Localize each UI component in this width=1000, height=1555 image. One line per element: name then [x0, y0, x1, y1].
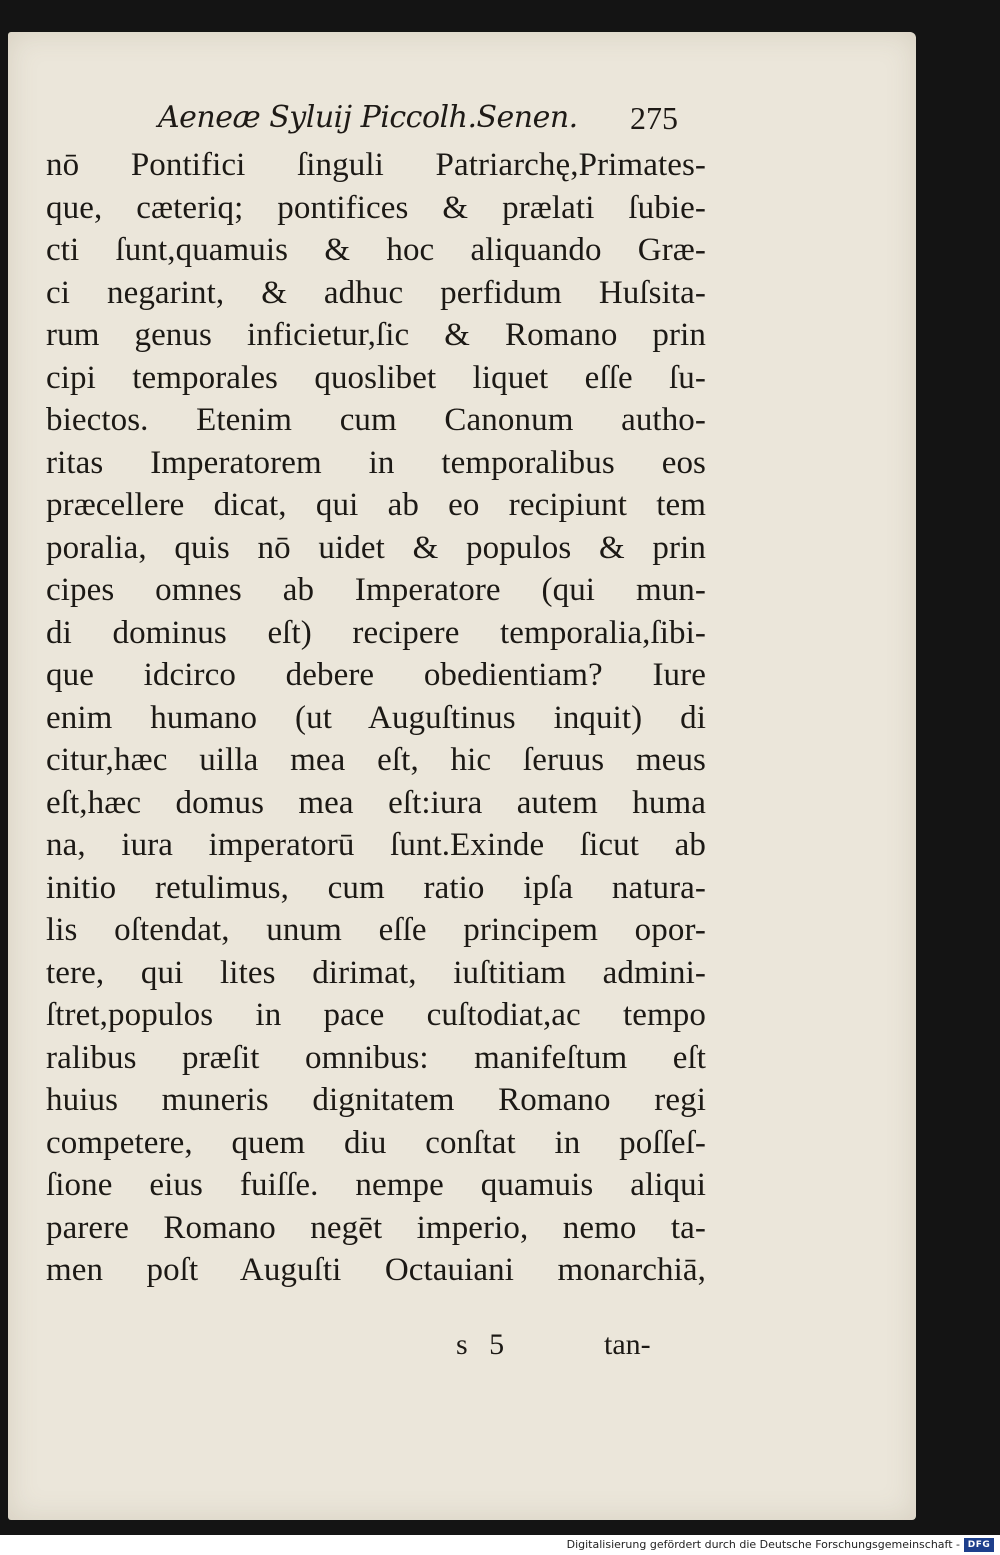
text-line: tere, qui lites dirimat, iuſtitiam admini-	[46, 954, 706, 991]
text-line: parere Romano negēt imperio, nemo ta-	[46, 1209, 706, 1246]
text-line: initio retulimus, cum ratio ipſa natura-	[46, 869, 706, 906]
book-page	[8, 32, 916, 1520]
text-line: ci negarint, & adhuc perfidum Huſsita-	[46, 274, 706, 311]
text-line: biectos. Etenim cum Canonum autho-	[46, 402, 706, 438]
text-line: eſt,hæc domus mea eſt:iura autem huma	[46, 784, 706, 821]
text-line: que idcirco debere obedientiam? Iure	[46, 657, 706, 693]
text-line: lis oſtendat, unum eſſe principem opor-	[46, 912, 706, 948]
dfg-logo: DFG	[964, 1538, 994, 1552]
text-line: competere, quem diu conſtat in poſſeſ-	[46, 1124, 706, 1161]
text-line: cti ſunt,quamuis & hoc aliquando Græ-	[46, 232, 706, 268]
catchword: tan-	[604, 1328, 651, 1361]
text-line: poralia, quis nō uidet & populos & prin	[46, 529, 706, 566]
page-header	[8, 100, 916, 140]
credit-bar	[0, 1535, 1000, 1555]
signature-mark: s 5	[456, 1328, 505, 1361]
text-line: ſtret,populos in pace cuſtodiat,ac tempo	[46, 997, 706, 1033]
text-line: enim humano (ut Auguſtinus inquit) di	[46, 699, 706, 736]
text-line: huius muneris dignitatem Romano regi	[46, 1082, 706, 1118]
text-line: ſione eius fuiſſe. nempe quamuis aliqui	[46, 1167, 706, 1203]
funding-credit: Digitalisierung gefördert durch die Deutsche Forschungsgemeinschaft -	[566, 1538, 960, 1551]
text-line: cipes omnes ab Imperatore (qui mun-	[46, 572, 706, 608]
body-text	[46, 144, 706, 1292]
text-line: cipi temporales quoslibet liquet eſſe ſu-	[46, 359, 706, 396]
text-line: nō Pontifici ſinguli Patriarchę,Primates-	[46, 147, 706, 183]
page-footer	[8, 1328, 916, 1368]
page-number: 275	[630, 100, 678, 136]
text-line: men poſt Auguſti Octauiani monarchiā,	[46, 1252, 706, 1288]
text-line: citur,hæc uilla mea eſt, hic ſeruus meus	[46, 742, 706, 778]
text-line: præcellere dicat, qui ab eo recipiunt tem	[46, 487, 706, 523]
text-line: rum genus inficietur,ſic & Romano prin	[46, 317, 706, 353]
text-line: ralibus præſit omnibus: manifeſtum eſt	[46, 1039, 706, 1076]
text-line: di dominus eſt) recipere temporalia,ſibi-	[46, 614, 706, 651]
running-title: Aeneæ Syluij Piccolh.Senen.	[158, 100, 578, 135]
text-line: que, cæteriq; pontifices & prælati ſubie-	[46, 189, 706, 226]
text-line: ritas Imperatorem in temporalibus eos	[46, 444, 706, 481]
text-line: na, iura imperatorū ſunt.Exinde ſicut ab	[46, 827, 706, 863]
